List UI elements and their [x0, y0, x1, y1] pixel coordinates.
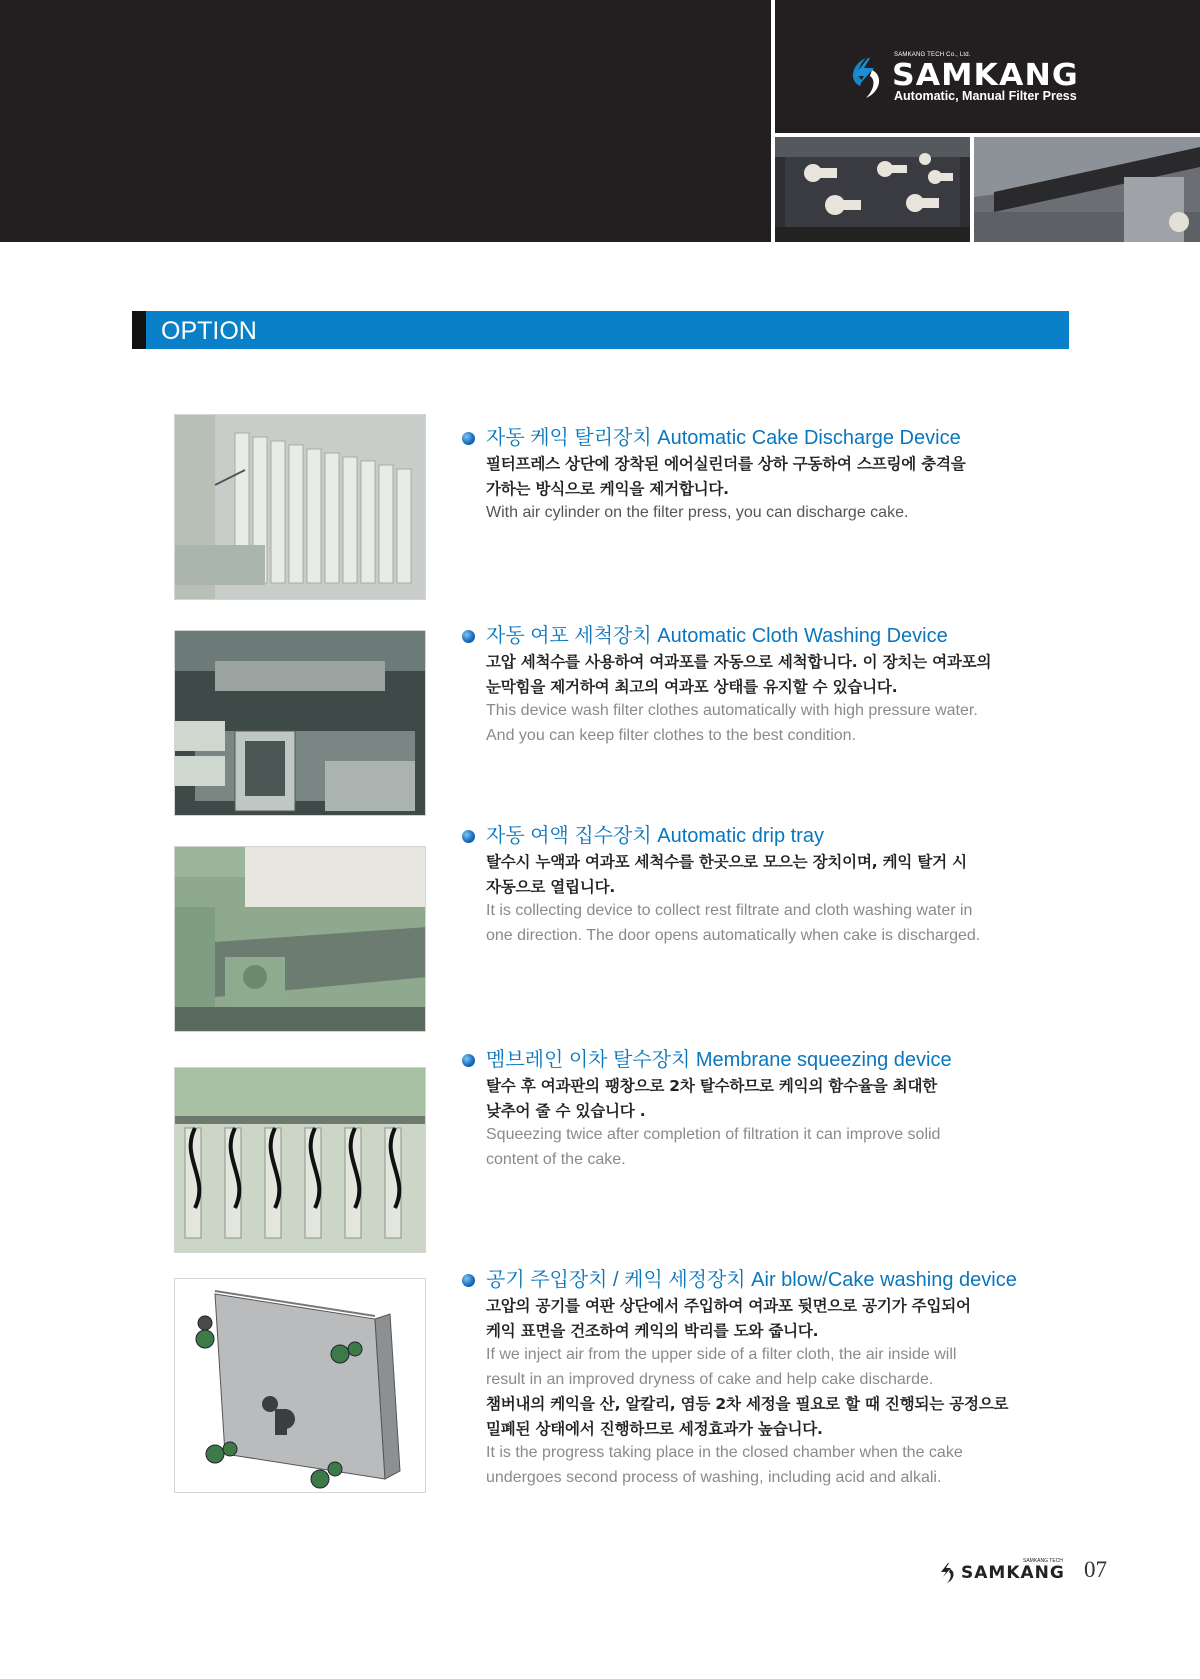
item-cake-discharge: [460, 424, 1070, 526]
item-title: [460, 822, 1070, 850]
company-small-text: SAMKANG TECH Co., Ltd.: [894, 52, 971, 58]
item-title-text: 자동 여포 세척장치 Automatic Cloth Washing Device: [486, 625, 948, 647]
item-image-membrane: [174, 1067, 426, 1253]
bullet-icon: [462, 432, 475, 445]
item-en-line: Squeezing twice after completion of filtration it can improve solid: [486, 1126, 941, 1143]
item-drip-tray: [460, 822, 1070, 948]
brand-tagline: Automatic, Manual Filter Press: [894, 89, 1077, 103]
item-kr-line: 고압의 공기를 여판 상단에서 주입하여 여과포 뒷면으로 공기가 주입되어: [486, 1297, 971, 1315]
footer-company-small: SAMKANG TECH: [1023, 1558, 1063, 1564]
item-kr-line: 탈수 후 여과판의 팽창으로 2차 탈수하므로 케익의 함수율을 최대한: [486, 1077, 938, 1095]
samkang-s-icon: [937, 1562, 957, 1584]
item-title: [460, 424, 1070, 452]
item-image-cloth-washing: [174, 630, 426, 816]
section-title-bar: [132, 311, 1069, 349]
item-en-line: If we inject air from the upper side of a filter cloth, the air inside will: [486, 1346, 957, 1363]
item-en-line: It is collecting device to collect rest filtrate and cloth washing water in: [486, 902, 973, 919]
item-en-line: undergoes second process of washing, including acid and alkali.: [486, 1468, 942, 1486]
footer-logo: [937, 1558, 1077, 1586]
item-en-line: It is the progress taking place in the closed chamber when the cake: [486, 1444, 963, 1461]
item-kr-line: 챔버내의 케익을 산, 알칼리, 염등 2차 세정을 필요로 할 때 진행되는 공정으로: [486, 1395, 1009, 1413]
item-en-line: This device wash filter clothes automatically with high pressure water.: [486, 702, 978, 719]
brand-wordmark: SAMKANG: [892, 58, 1079, 93]
brand-logo: [846, 52, 1106, 104]
item-membrane: [460, 1046, 1070, 1172]
bullet-icon: [462, 630, 475, 643]
item-title-text: 공기 주입장치 / 케익 세정장치 Air blow/Cake washing device: [486, 1269, 1017, 1291]
item-title-text: 자동 여액 집수장치 Automatic drip tray: [486, 825, 824, 847]
item-en-line: one direction. The door opens automatically when cake is discharged.: [486, 926, 981, 944]
item-image-drip-tray: [174, 846, 426, 1032]
item-kr-line: 필터프레스 상단에 장착된 에어실린더를 상하 구동하여 스프링에 충격을: [486, 455, 966, 473]
item-en-line: result in an improved dryness of cake and help cake discharde.: [486, 1370, 934, 1388]
header-photo-plant: [974, 137, 1200, 242]
item-kr-line: 탈수시 누액과 여과포 세척수를 한곳으로 모으는 장치이며, 케익 탈거 시: [486, 853, 967, 871]
page-number: 07: [1084, 1557, 1107, 1582]
item-air-blow: [460, 1266, 1070, 1490]
item-image-air-blow: [174, 1278, 426, 1493]
header-dark-panel: [0, 0, 771, 242]
section-title: OPTION: [161, 317, 257, 345]
item-en-line: content of the cake.: [486, 1150, 626, 1168]
header-photo-filter-press: [775, 137, 970, 242]
item-title-text: 멤브레인 이차 탈수장치 Membrane squeezing device: [486, 1049, 952, 1071]
section-bar-accent: [132, 311, 146, 349]
bullet-icon: [462, 1274, 475, 1287]
item-kr-line: 케익 표면을 건조하여 케익의 박리를 도와 줍니다.: [486, 1321, 819, 1340]
item-cloth-washing: [460, 622, 1070, 748]
item-en-line: And you can keep filter clothes to the best condition.: [486, 726, 857, 744]
item-title: [460, 1046, 1070, 1074]
item-kr-line: 낮추어 줄 수 있습니다 .: [486, 1101, 646, 1120]
samkang-s-icon: [846, 56, 886, 100]
bullet-icon: [462, 830, 475, 843]
item-kr-line: 가하는 방식으로 케익을 제거합니다.: [486, 479, 729, 498]
item-en-line: With air cylinder on the filter press, you can discharge cake.: [486, 504, 909, 521]
item-kr-line: 밀폐된 상태에서 진행하므로 세정효과가 높습니다.: [486, 1419, 823, 1438]
item-kr-line: 눈막힘을 제거하여 최고의 여과포 상태를 유지할 수 있습니다.: [486, 677, 898, 696]
item-title: [460, 622, 1070, 650]
item-title-text: 자동 케익 탈리장치 Automatic Cake Discharge Device: [486, 427, 961, 449]
item-title: [460, 1266, 1070, 1294]
item-image-cake-discharge: [174, 414, 426, 600]
item-kr-line: 고압 세척수를 사용하여 여과포를 자동으로 세척합니다. 이 장치는 여과포의: [486, 653, 992, 671]
footer-wordmark: SAMKANG: [961, 1563, 1065, 1583]
bullet-icon: [462, 1054, 475, 1067]
item-kr-line: 자동으로 열립니다.: [486, 877, 616, 896]
